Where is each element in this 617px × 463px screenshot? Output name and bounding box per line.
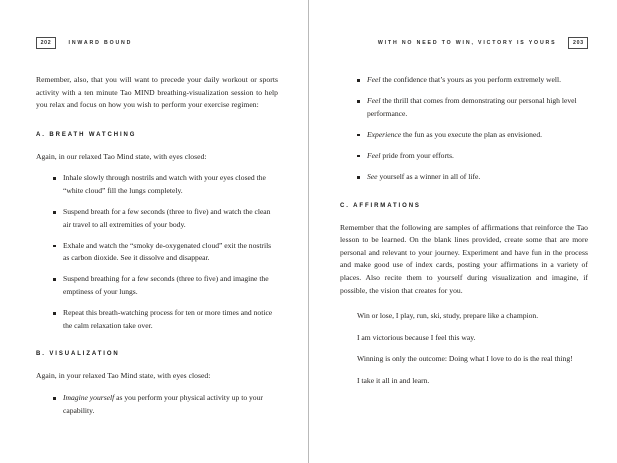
list-item [357, 95, 588, 120]
list-item [357, 129, 588, 142]
list-item [357, 171, 588, 184]
affirmation-item: Win or lose, I play, run, ski, study, prepare like a champion. [357, 311, 539, 321]
list-item-text: Suspend breathing for a few seconds (three to five) and imagine the emptiness of your lungs. [63, 274, 269, 297]
list-item [53, 273, 278, 298]
list-item-emphasis: Feel [367, 96, 381, 106]
list-item-text: Exhale and watch the “smoky de-oxygenated cloud” exit the nostrils as carbon dioxide. See it dissolve and disappear. [63, 240, 272, 263]
square-bullet-icon [53, 245, 56, 248]
square-bullet-icon [53, 312, 56, 315]
list-item-text: the confidence that’s yours as you perform extremely well. [380, 75, 562, 84]
section-b-bullet-list [36, 392, 278, 417]
affirmations-block [357, 310, 588, 387]
section-a-lead-in: Again, in our relaxed Tao Mind state, with eyes closed: [36, 151, 207, 161]
list-item-emphasis: Imagine yourself [63, 392, 115, 402]
list-item [53, 392, 278, 417]
list-item [357, 74, 588, 87]
square-bullet-icon [357, 176, 360, 179]
list-item-text: Inhale slowly through nostrils and watch with your eyes closed the “white cloud” fill the lungs completely. [63, 173, 266, 195]
affirmation-item: Winning is only the outcome: Doing what I love to do is the real thing! [357, 354, 573, 364]
section-b-heading: B. VISUALIZATION [36, 351, 120, 358]
left-intro-paragraph: Remember, also, that you will want to precede your daily workout or sports activity with a ten minute Tao MIND breathing-visualization session to help you relax and focus on how you wish to perform your exercise regimen: [36, 75, 278, 110]
square-bullet-icon [357, 100, 360, 103]
list-item [53, 240, 278, 265]
list-item-text: pride from your efforts. [380, 150, 454, 160]
square-bullet-icon [53, 397, 56, 400]
list-item [53, 307, 278, 332]
list-item-emphasis: See [367, 171, 378, 181]
left-page [0, 0, 308, 463]
square-bullet-icon [53, 211, 56, 214]
list-item [53, 172, 278, 197]
list-item-text: the fun as you execute the plan as envisioned. [401, 129, 543, 139]
affirmation-item: I take it all in and learn. [357, 375, 430, 385]
section-b-lead-in: Again, in your relaxed Tao Mind state, with eyes closed: [36, 371, 211, 381]
square-bullet-icon [53, 278, 56, 281]
section-c-heading: C. AFFIRMATIONS [340, 202, 421, 209]
right-page-number: 203 [568, 37, 588, 49]
right-page [308, 0, 616, 463]
section-c-paragraph: Remember that the following are samples of affirmations that reinforce the Tao lesson to be learned. On the blank lines provided, create some that are more personal and relevant to your journey. Experiment and have fun in the process and make good use of index cards, posting your affirmations in a variety of places. Also recite them to yourself during visualization and imagine, if possible, the vision that creates for you. [340, 222, 588, 295]
square-bullet-icon [357, 79, 360, 82]
section-a-heading: A. BREATH WATCHING [36, 131, 137, 138]
left-page-number: 202 [36, 37, 56, 49]
list-item-emphasis: Feel [367, 75, 381, 84]
left-running-title: INWARD BOUND [68, 40, 133, 46]
list-item-emphasis: Experience [367, 129, 402, 139]
right-running-head [340, 36, 588, 50]
square-bullet-icon [357, 134, 360, 137]
continued-bullet-list [340, 74, 588, 184]
list-item-emphasis: Feel [367, 150, 381, 160]
affirmation-item: I am victorious because I feel this way. [357, 332, 476, 342]
left-running-head [36, 36, 278, 50]
list-item [53, 206, 278, 231]
list-item-text: Repeat this breath-watching process for ten or more times and notice the calm relaxation take over. [63, 308, 273, 330]
square-bullet-icon [357, 155, 360, 158]
right-running-title: WITH NO NEED TO WIN, VICTORY IS YOURS [377, 40, 557, 46]
list-item-text: the thrill that comes from demonstrating our personal high level performance. [367, 96, 577, 118]
square-bullet-icon [53, 177, 56, 180]
list-item [357, 150, 588, 163]
list-item-text: yourself as a winner in all of life. [377, 171, 481, 181]
section-a-bullet-list [36, 172, 278, 332]
list-item-text: as you perform your physical activity up to your capability. [63, 392, 263, 415]
list-item-text: Suspend breath for a few seconds (three to five) and watch the clean air travel to all extremities of your body. [63, 207, 271, 229]
